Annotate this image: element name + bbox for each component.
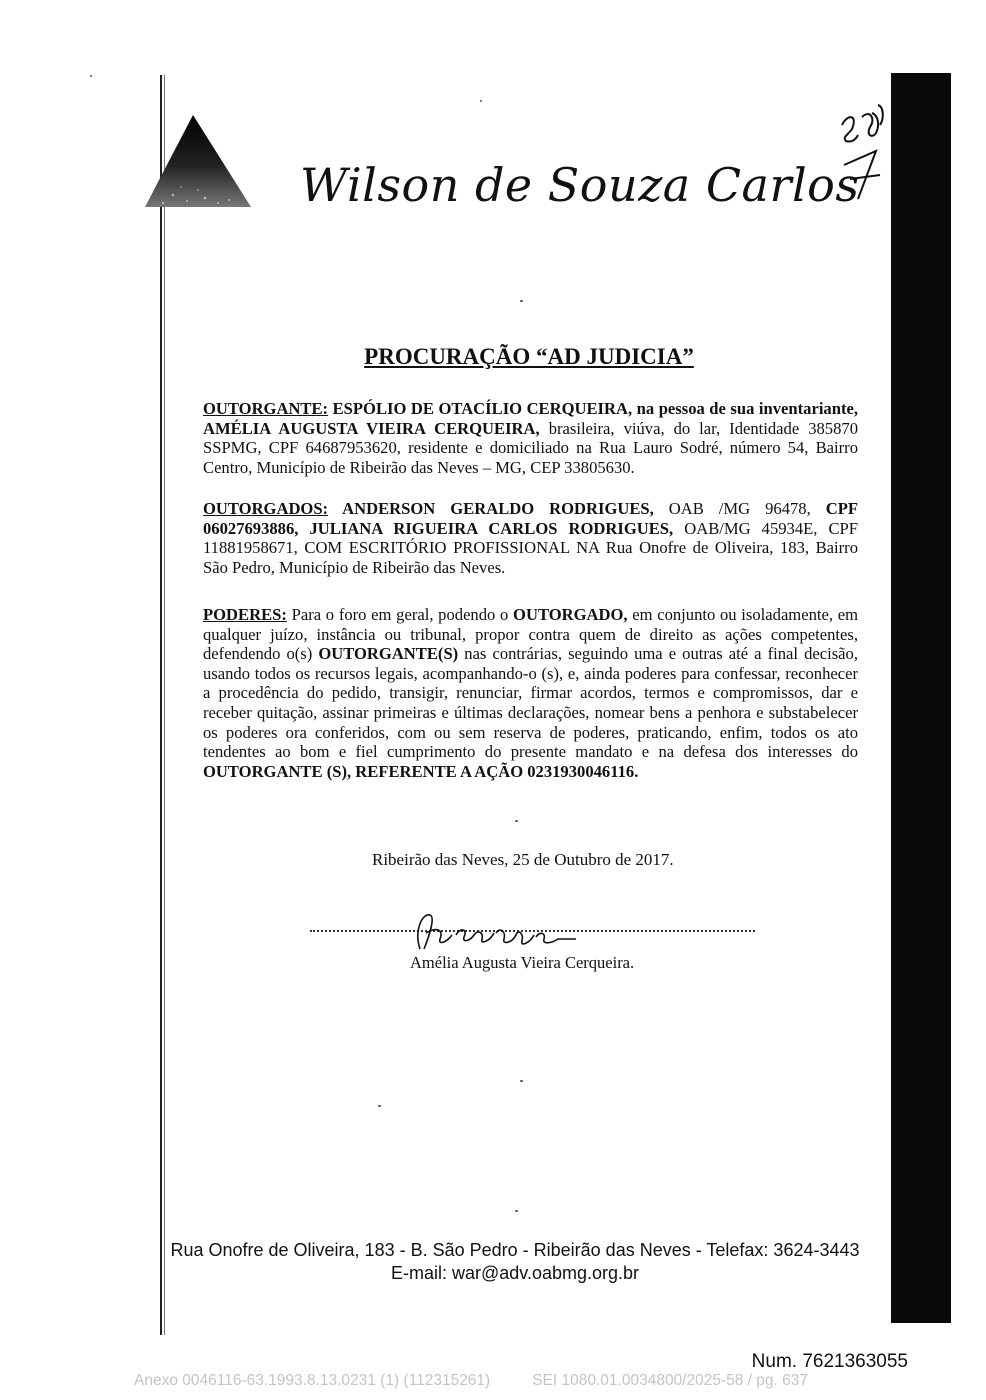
- handwritten-signature: [400, 905, 590, 955]
- poderes-label: PODERES:: [203, 605, 287, 624]
- sei-reference: SEI 1080.01.0034800/2025-58 / pg. 637: [532, 1372, 809, 1389]
- scan-speck: [378, 1105, 381, 1107]
- outorgados-text-2: OAB/MG 45934E, CPF 11881958671, COM ESCRITÓRIO PROFISSIONAL NA Rua Onofre de Oliveira, 183, Bairro São Pedro, Município de Ribeirão das Neves.: [203, 518, 858, 577]
- outorgados-cpf-name-2: CPF 06027693886, JULIANA RIGUEIRA CARLOS RODRIGUES,: [203, 499, 858, 538]
- scan-speck: [480, 100, 482, 102]
- poderes-closing: OUTORGANTE (S), REFERENTE A AÇÃO 0231930046116.: [203, 761, 639, 781]
- signer-name: Amélia Augusta Vieira Cerqueira.: [410, 953, 635, 972]
- poderes-text-1: Para o foro em geral, podendo o: [286, 605, 514, 624]
- triangle-logo: [143, 115, 253, 210]
- anexo-reference: Anexo 0046116-63.1993.8.13.0231 (1) (112315261): [134, 1372, 491, 1389]
- footer-address: Rua Onofre de Oliveira, 183 - B. São Pedro - Ribeirão das Neves - Telefax: 3624-3443: [170, 1240, 860, 1260]
- scan-margin-line: [164, 75, 165, 1335]
- scan-speck: [90, 75, 92, 77]
- poderes-text-3: nas contrárias, seguindo uma e outras até a final decisão, usando todos os recursos legais, acompanhando-o (s), e, ainda poderes para confessar, reconhecer a procedência do pedido, transigir, renunciar, firmar acordos, termos e compromissos, dar e receber quitação, assinar primeiras e últimas declarações, nomear bens a penhora e substabelecer os poderes ora conferidos, com ou sem reserva de poderes, praticando, enfim, todos os ato tendentes ao bom e fiel cumprimento do presente mandato e na defesa dos interesses do: [203, 644, 858, 762]
- poderes-outorgado: OUTORGADO,: [513, 605, 628, 624]
- firm-name: Wilson de Souza Carlos: [300, 158, 860, 212]
- scan-speck: [515, 1210, 518, 1212]
- outorgante-label: OUTORGANTE:: [203, 399, 329, 418]
- document-number: Num. 7621363055: [751, 1351, 908, 1372]
- outorgados-label: OUTORGADOS:: [203, 499, 329, 518]
- outorgante-inventariante: AMÉLIA AUGUSTA VIEIRA CERQUEIRA,: [203, 418, 540, 438]
- outorgante-text-2: brasileira, viúva, do lar, Identidade 385870 SSPMG, CPF 64687953620, residente e domiciliado na Rua Lauro Sodré, número 54, Bairro Centro, Município de Ribeirão das Neves – MG, CEP 33805630.: [203, 418, 858, 477]
- scan-speck: [520, 1080, 523, 1082]
- poderes-outorgantes: OUTORGANTE(S): [318, 644, 459, 664]
- outorgante-paragraph: [203, 399, 858, 477]
- scan-speck: [515, 820, 518, 822]
- handwritten-page-mark: [830, 95, 890, 210]
- scan-margin-line: [160, 75, 162, 1335]
- poderes-paragraph: [203, 605, 858, 781]
- outorgante-name: ESPÓLIO DE OTACÍLIO CERQUEIRA,: [332, 399, 633, 418]
- poderes-text-2: em conjunto ou isoladamente, em qualquer juízo, instância ou tribunal, propor contra quem de direito as ações competentes, defendendo o(s): [203, 605, 858, 664]
- scan-side-bar: [891, 73, 951, 1323]
- document-title: PROCURAÇÃO “AD JUDICIA”: [364, 344, 694, 369]
- outorgados-paragraph: [203, 499, 858, 577]
- scan-speck: [520, 300, 523, 302]
- footer-email: E-mail: war@adv.oabmg.org.br: [390, 1263, 640, 1283]
- bottom-stamp-line: [134, 1372, 808, 1390]
- date-line: Ribeirão das Neves, 25 de Outubro de 2017.: [372, 850, 674, 869]
- outorgante-text-1: na pessoa de sua inventariante,: [632, 399, 858, 418]
- outorgados-text-1: OAB /MG 96478,: [653, 499, 826, 518]
- outorgados-name-1: ANDERSON GERALDO RODRIGUES,: [328, 499, 654, 518]
